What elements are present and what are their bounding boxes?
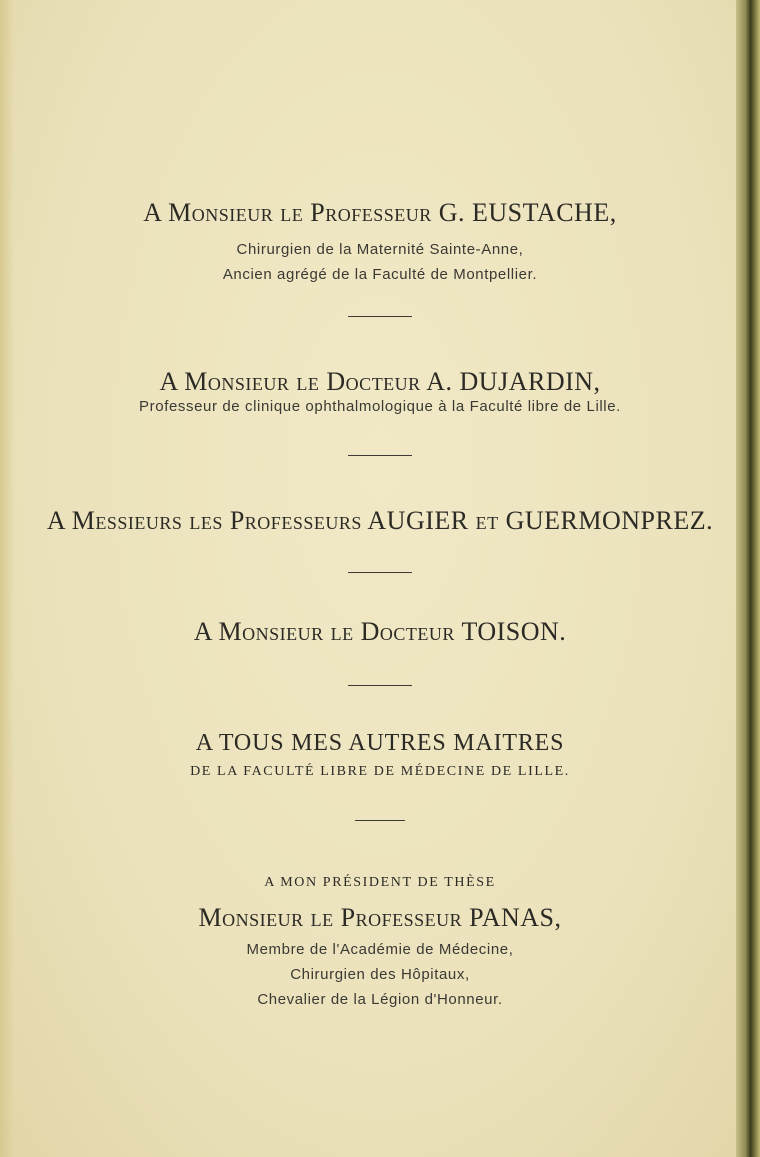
dedication-dujardin-line-1: Professeur de clinique ophthalmologique à la Faculté libre de Lille. [139,398,621,415]
separator-rule-5 [355,820,405,821]
separator-rule-2 [348,455,412,456]
separator-rule-1 [348,316,412,317]
separator-rule-3 [348,572,412,573]
page-left-edge [0,0,14,1157]
dedication-panas-heading: Monsieur le Professeur PANAS, [198,903,562,932]
dedication-eustache-line-1: Chirurgien de la Maternité Sainte-Anne, [236,241,524,258]
dedication-augier-guermonprez-heading: A Messieurs les Professeurs AUGIER et GUERMONPREZ. [46,506,714,535]
page-binding-edge [736,0,760,1157]
dedication-panas-line-3: Chevalier de la Légion d'Honneur. [257,991,503,1008]
dedication-maitres-line-1: DE LA FACULTÉ LIBRE DE MÉDECINE DE LILLE. [190,764,570,779]
separator-rule-4 [348,685,412,686]
dedication-panas-line-2: Chirurgien des Hôpitaux, [290,966,470,983]
dedication-president-intro: A MON PRÉSIDENT DE THÈSE [264,875,496,890]
dedication-panas-line-1: Membre de l'Académie de Médecine, [246,941,514,958]
dedication-dujardin-heading: A Monsieur le Docteur A. DUJARDIN, [159,367,601,396]
dedication-eustache-line-2: Ancien agrégé de la Faculté de Montpellier. [222,266,538,283]
dedication-eustache-heading: A Monsieur le Professeur G. EUSTACHE, [143,198,617,227]
dedication-maitres-heading: A TOUS MES AUTRES MAITRES [195,730,565,756]
dedication-toison-heading: A Monsieur le Docteur TOISON. [193,617,567,646]
